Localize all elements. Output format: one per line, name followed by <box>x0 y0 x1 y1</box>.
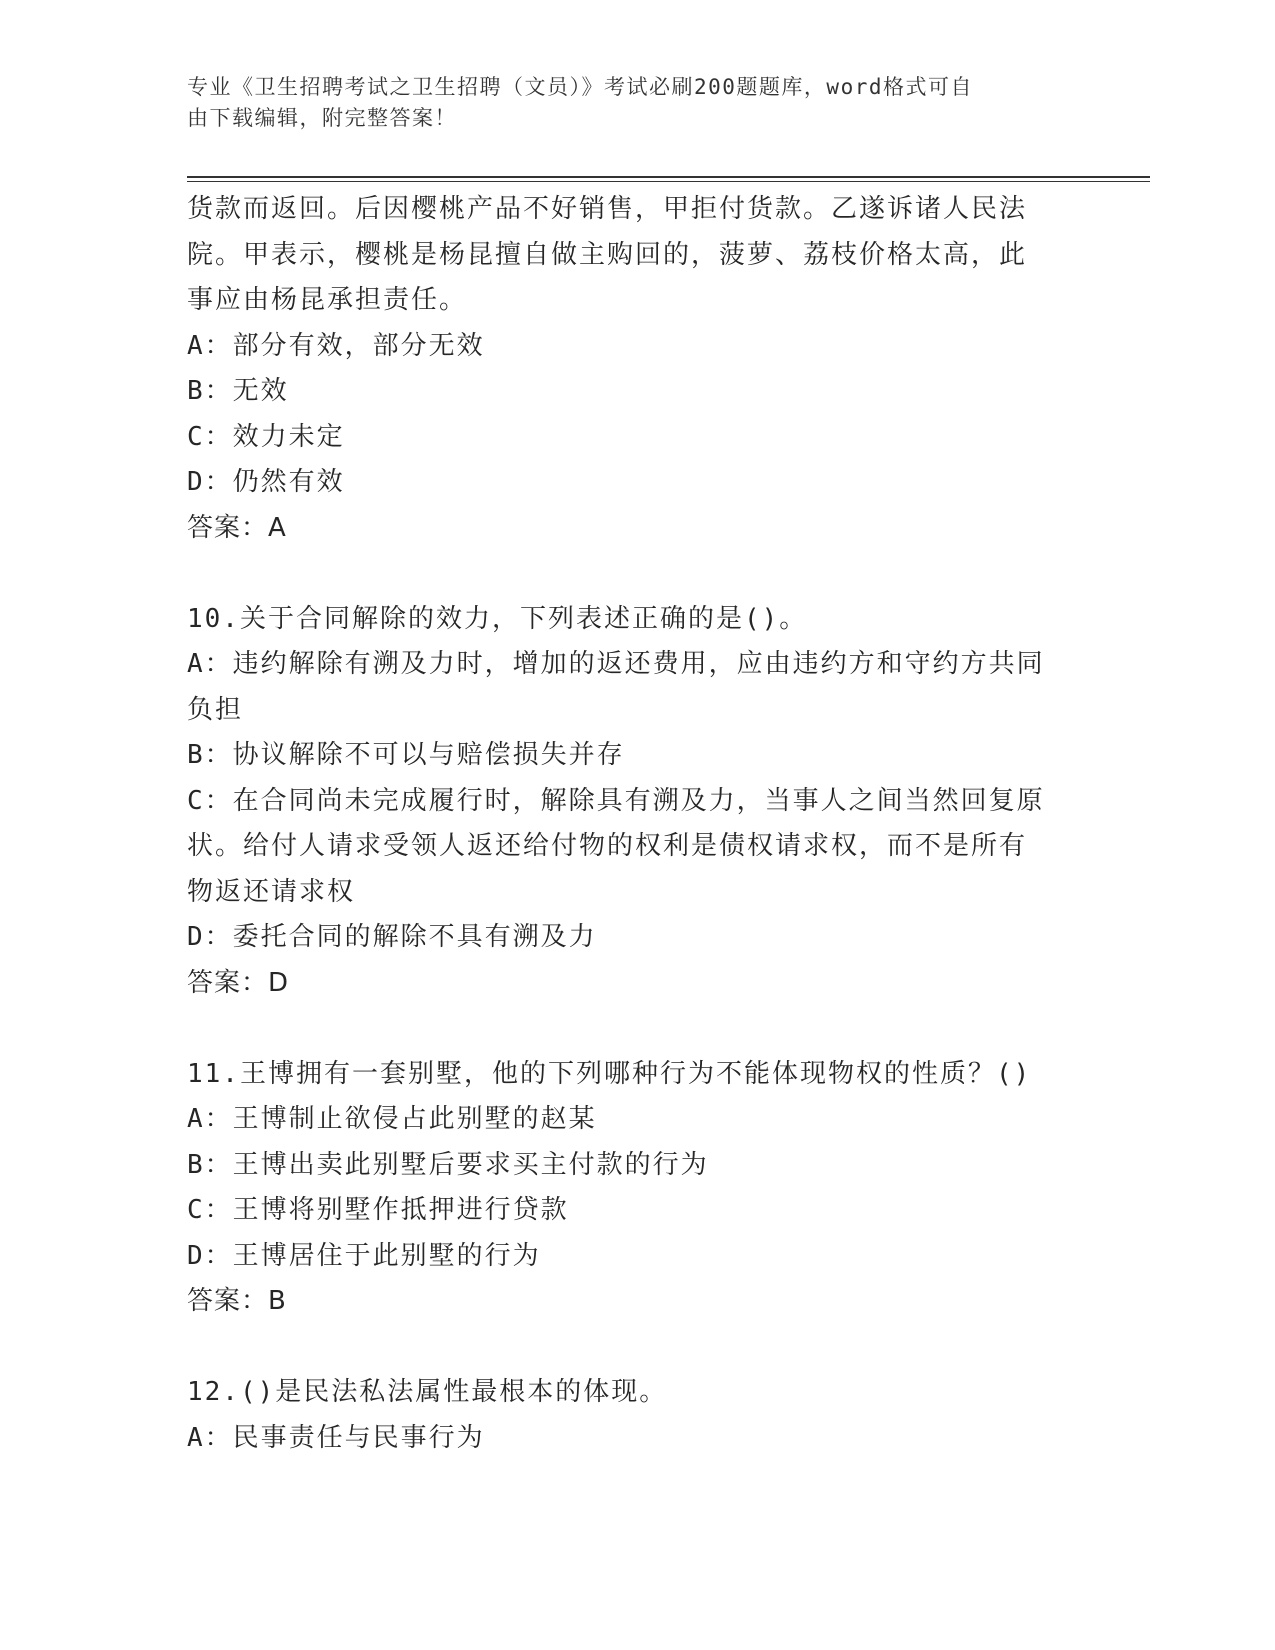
question-stem: 10.关于合同解除的效力，下列表述正确的是()。 <box>187 603 808 634</box>
header-title-line-2: 由下载编辑，附完整答案！ <box>187 106 457 130</box>
option-a: A：王博制止欲侵占此别墅的赵某 <box>187 1104 597 1134</box>
option-b: B：王博出卖此别墅后要求买主付款的行为 <box>187 1149 709 1180</box>
question-stem-line: 货款而返回。后因樱桃产品不好销售，甲拒付货款。乙遂诉诸人民法 <box>187 194 1028 224</box>
question-10 <box>187 597 1072 1007</box>
question-stem-line: 事应由杨昆承担责任。 <box>187 285 468 315</box>
option-c: C：效力未定 <box>187 421 345 452</box>
question-spacer <box>187 1006 1072 1052</box>
question-list <box>187 187 1072 1461</box>
answer-line: 答案：A <box>187 512 287 543</box>
option-c: C：王博将别墅作抵押进行贷款 <box>187 1195 569 1225</box>
header-title-line-1: 专业《卫生招聘考试之卫生招聘（文员）》考试必刷200题题库，word格式可自 <box>187 75 973 99</box>
option-b: B：协议解除不可以与赔偿损失并存 <box>187 740 625 770</box>
option-a: A：民事责任与民事行为 <box>187 1422 485 1453</box>
option-d: D：仍然有效 <box>187 467 345 497</box>
option-d: D：王博居住于此别墅的行为 <box>187 1240 541 1271</box>
question-stem: 11.王博拥有一套别墅，他的下列哪种行为不能体现物权的性质？() <box>187 1058 1032 1089</box>
question-stem: 12.()是民法私法属性最根本的体现。 <box>187 1377 668 1407</box>
option-b: B：无效 <box>187 376 289 406</box>
option-c-continuation: 状。给付人请求受领人返还给付物的权利是债权请求权，而不是所有 <box>187 831 1028 861</box>
question-12 <box>187 1370 1072 1461</box>
option-a-continuation: 负担 <box>187 694 244 725</box>
question-spacer <box>187 551 1072 597</box>
option-c-continuation: 物返还请求权 <box>187 876 356 907</box>
option-d: D：委托合同的解除不具有溯及力 <box>187 922 597 952</box>
document-header <box>187 72 1067 134</box>
header-divider <box>187 176 1150 182</box>
option-a: A：部分有效，部分无效 <box>187 330 485 361</box>
question-stem-line: 院。甲表示，樱桃是杨昆擅自做主购回的，菠萝、荔枝价格太高，此 <box>187 239 1028 270</box>
question-9 <box>187 187 1072 551</box>
answer-line: 答案：D <box>187 967 290 998</box>
option-a: A：违约解除有溯及力时，增加的返还费用，应由违约方和守约方共同 <box>187 649 1045 679</box>
question-11 <box>187 1052 1072 1325</box>
answer-line: 答案：B <box>187 1286 287 1316</box>
option-c: C：在合同尚未完成履行时，解除具有溯及力，当事人之间当然回复原 <box>187 785 1045 816</box>
question-spacer <box>187 1325 1072 1371</box>
